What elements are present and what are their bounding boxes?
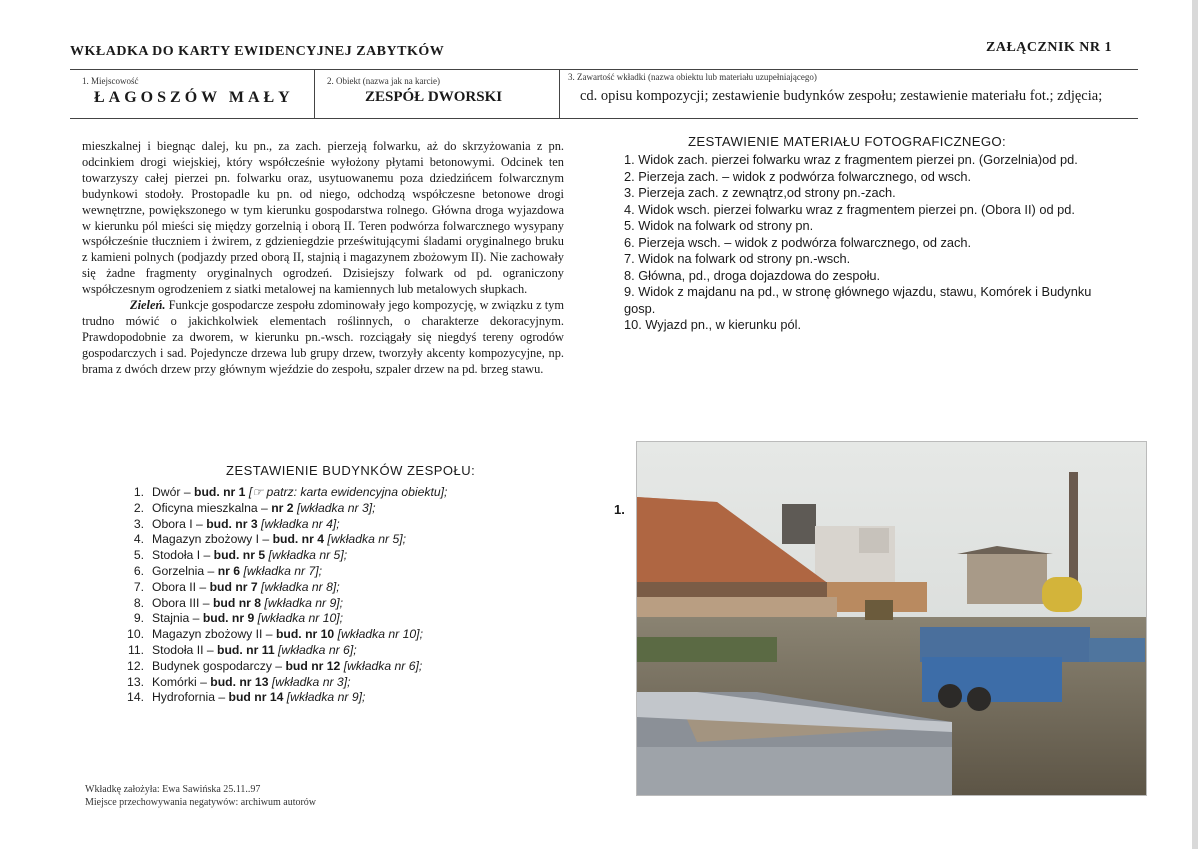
building-ref: [☞ patrz: karta ewidencyjna obiektu]; bbox=[245, 485, 448, 499]
building-item bbox=[118, 643, 447, 659]
building-number: 4. bbox=[133, 532, 144, 547]
building-nr: bud. nr 10 bbox=[275, 627, 335, 642]
building-nr: bud. nr 1 bbox=[194, 485, 246, 499]
object-field bbox=[315, 70, 560, 118]
building-item bbox=[118, 627, 447, 643]
building-name: Obora II – bbox=[152, 579, 210, 594]
photos-heading: ZESTAWIENIE MATERIAŁU FOTOGRAFICZNEGO: bbox=[688, 134, 1006, 149]
building-nr: bud nr 8 bbox=[212, 595, 262, 610]
building-item bbox=[118, 517, 447, 533]
footer-author: Wkładkę założyła: Ewa Sawińska 25.11..97 bbox=[85, 784, 261, 795]
page-edge bbox=[1192, 0, 1198, 849]
building-item bbox=[118, 690, 447, 706]
building-number: 7. bbox=[133, 579, 144, 594]
photo-item: 9. Widok z majdanu na pd., w stronę głównego wjazdu, stawu, Komórek i Budynku gosp. bbox=[624, 284, 1092, 316]
building-number: 13. bbox=[127, 674, 144, 689]
building-item bbox=[118, 659, 447, 675]
footer-negatives: Miejsce przechowywania negatywów: archiwum autorów bbox=[85, 797, 317, 808]
building-nr: bud. nr 3 bbox=[206, 516, 258, 531]
building-ref: [wkładka nr 8]; bbox=[257, 579, 340, 594]
building-number: 5. bbox=[133, 548, 144, 563]
building-item bbox=[118, 611, 447, 627]
building-number: 1. bbox=[133, 485, 144, 499]
photo-item: 3. Pierzeja zach. z zewnątrz,od strony pn.-zach. bbox=[624, 185, 896, 200]
building-nr: bud. nr 4 bbox=[272, 532, 325, 547]
photos-list bbox=[624, 152, 1106, 334]
building-name: Stodoła II – bbox=[152, 642, 218, 657]
building-ref: [wkładka nr 6]; bbox=[274, 642, 357, 657]
building-number: 9. bbox=[133, 611, 144, 626]
building-name: Hydrofornia – bbox=[152, 690, 229, 705]
building-name: Stajnia – bbox=[152, 611, 203, 626]
contents-label: 3. Zawartość wkładki (nazwa obiektu lub materiału uzupełniającego) bbox=[568, 72, 817, 82]
photo-item: 10. Wyjazd pn., w kierunku pól. bbox=[624, 317, 801, 332]
description-text bbox=[82, 139, 564, 378]
building-nr: bud. nr 5 bbox=[213, 548, 266, 563]
building-item bbox=[118, 675, 447, 691]
building-number: 10. bbox=[127, 627, 144, 642]
building-number: 12. bbox=[127, 658, 144, 673]
photo-item: 8. Główna, pd., droga dojazdowa do zespołu. bbox=[624, 267, 881, 283]
locality-field bbox=[70, 70, 315, 118]
footer-notes bbox=[85, 783, 316, 809]
building-item bbox=[118, 580, 447, 596]
photo-item: 7. Widok na folwark od strony pn.-wsch. bbox=[624, 251, 851, 266]
building-name: Obora I – bbox=[152, 516, 207, 531]
building-name: Komórki – bbox=[152, 674, 211, 689]
object-value: ZESPÓŁ DWORSKI bbox=[365, 89, 503, 105]
building-ref: [wkładka nr 6]; bbox=[340, 658, 423, 673]
building-name: Obora III – bbox=[152, 595, 213, 610]
building-number: 11. bbox=[127, 642, 144, 657]
greenery-heading: Zieleń. bbox=[130, 298, 166, 313]
building-ref: [wkładka nr 9]; bbox=[283, 690, 366, 705]
photo-item: 6. Pierzeja wsch. – widok z podwórza folwarcznego, od zach. bbox=[624, 234, 972, 250]
building-name: Dwór – bbox=[152, 485, 194, 499]
building-ref: [wkładka nr 3]; bbox=[268, 674, 351, 689]
buildings-heading: ZESTAWIENIE BUDYNKÓW ZESPOŁU: bbox=[226, 463, 476, 478]
building-nr: bud. nr 13 bbox=[210, 674, 269, 689]
building-nr: bud nr 7 bbox=[209, 579, 258, 594]
building-ref: [wkładka nr 10]; bbox=[334, 627, 423, 642]
farmyard-photo-image bbox=[637, 442, 1146, 795]
buildings-list bbox=[118, 485, 447, 706]
description-paragraph: mieszkalnej i biegnąc dalej, ku pn., za zach. pierzeją folwarku, aż do skrzyżowania z pn. odcinkiem drogi wiejskiej, który współcześnie wyłożony płytami betonowymi. Odcinek ten towarzyszy całej pierzei pn. folwarku oraz, usytuowanemu poza dziedzińcem folwarcznym budynkowi stodoły. Prostopadle ku pn. od niego, odchodzą współczesne betonowe drogi wewnętrzne, powiększonego w tym kierunku gospodarstwa rolnego. Główna droga wyjazdowa w kierunku pól mieści się między gorzelnią i oborą II. Teren podwórza folwarcznego wysypany współcześnie tłuczniem i żwirem, z gdzieniegdzie prześwitującymi śladami oryginalnego bruku z kamieni polnych (podjazdy przed oborą II, stajnią i magazynem zbożowym II). Nie zachowały się żadne fragmenty oryginalnych ogrodzeń. Dzisiejszy folwark od pd. ograniczony współczesnym ogrodzeniem z siatki metalowej na kamiennych lub metalowych słupkach. bbox=[82, 139, 564, 297]
photo-item: 1. Widok zach. pierzei folwarku wraz z fragmentem pierzei pn. (Gorzelnia)od pd. bbox=[624, 152, 1078, 167]
building-number: 2. bbox=[133, 500, 144, 515]
building-nr: bud nr 14 bbox=[228, 690, 284, 705]
form-fields-row bbox=[70, 69, 1138, 119]
building-ref: [wkładka nr 10]; bbox=[254, 611, 344, 626]
building-ref: [wkładka nr 5]; bbox=[324, 532, 407, 547]
building-nr: nr 2 bbox=[271, 500, 294, 515]
building-number: 14. bbox=[127, 690, 144, 705]
building-number: 3. bbox=[133, 516, 144, 531]
object-label: 2. Obiekt (nazwa jak na karcie) bbox=[327, 76, 440, 86]
building-name: Oficyna mieszkalna – bbox=[152, 500, 272, 515]
building-number: 8. bbox=[133, 595, 144, 610]
building-name: Budynek gospodarczy – bbox=[152, 658, 286, 673]
building-nr: nr 6 bbox=[217, 563, 241, 578]
building-nr: bud. nr 11 bbox=[217, 642, 275, 657]
building-item bbox=[118, 596, 447, 612]
contents-field bbox=[560, 70, 1138, 118]
annex-label: ZAŁĄCZNIK NR 1 bbox=[986, 40, 1113, 55]
farmyard-photo bbox=[636, 441, 1147, 796]
building-ref: [wkładka nr 9]; bbox=[261, 595, 344, 610]
building-name: Stodoła I – bbox=[152, 548, 214, 563]
building-nr: bud. nr 9 bbox=[202, 611, 255, 626]
building-item bbox=[118, 532, 447, 548]
building-item bbox=[118, 548, 447, 564]
greenery-text: Funkcje gospodarcze zespołu zdominowały jego kompozycję, w związku z tym trudno mówić o jakichkolwiek elementach roślinnych, o charakterze dekoracyjnym. Prawdopodobnie za dworem, w kierunku pn.-wsch. rozciągały się niegdyś tereny ogrodów gospodarczych i sad. Pojedyncze drzewa lub grupy drzew, tworzyły akcenty kompozycyjne, np. brama z dwóch drzew przy głównym wjeździe do zespołu, szpaler drzew na pd. brzeg stawu. bbox=[82, 298, 564, 376]
building-number: 6. bbox=[133, 563, 144, 578]
building-ref: [wkładka nr 3]; bbox=[293, 500, 376, 515]
locality-label: 1. Miejscowość bbox=[82, 76, 139, 86]
photo-item: 5. Widok na folwark od strony pn. bbox=[624, 218, 814, 233]
locality-value: ŁAGOSZÓW MAŁY bbox=[94, 89, 294, 106]
photo-item: 2. Pierzeja zach. – widok z podwórza folwarcznego, od wsch. bbox=[624, 168, 972, 184]
building-ref: [wkładka nr 5]; bbox=[265, 548, 348, 563]
building-nr: bud nr 12 bbox=[285, 658, 341, 673]
document-title: WKŁADKA DO KARTY EWIDENCYJNEJ ZABYTKÓW bbox=[70, 44, 445, 59]
building-name: Magazyn zbożowy I – bbox=[152, 532, 273, 547]
building-ref: [wkładka nr 4]; bbox=[257, 516, 340, 531]
building-item bbox=[118, 501, 447, 517]
greenery-paragraph bbox=[82, 298, 564, 378]
photo-number: 1. bbox=[614, 502, 625, 517]
contents-value: cd. opisu kompozycji; zestawienie budynków zespołu; zestawienie materiału fot.; zdjęcia; bbox=[580, 88, 1103, 104]
building-item bbox=[118, 564, 447, 580]
building-name: Magazyn zbożowy II – bbox=[152, 627, 276, 642]
building-name: Gorzelnia – bbox=[152, 563, 218, 578]
building-item bbox=[118, 485, 447, 501]
photo-item: 4. Widok wsch. pierzei folwarku wraz z fragmentem pierzei pn. (Obora II) od pd. bbox=[624, 201, 1075, 217]
building-ref: [wkładka nr 7]; bbox=[240, 563, 323, 578]
